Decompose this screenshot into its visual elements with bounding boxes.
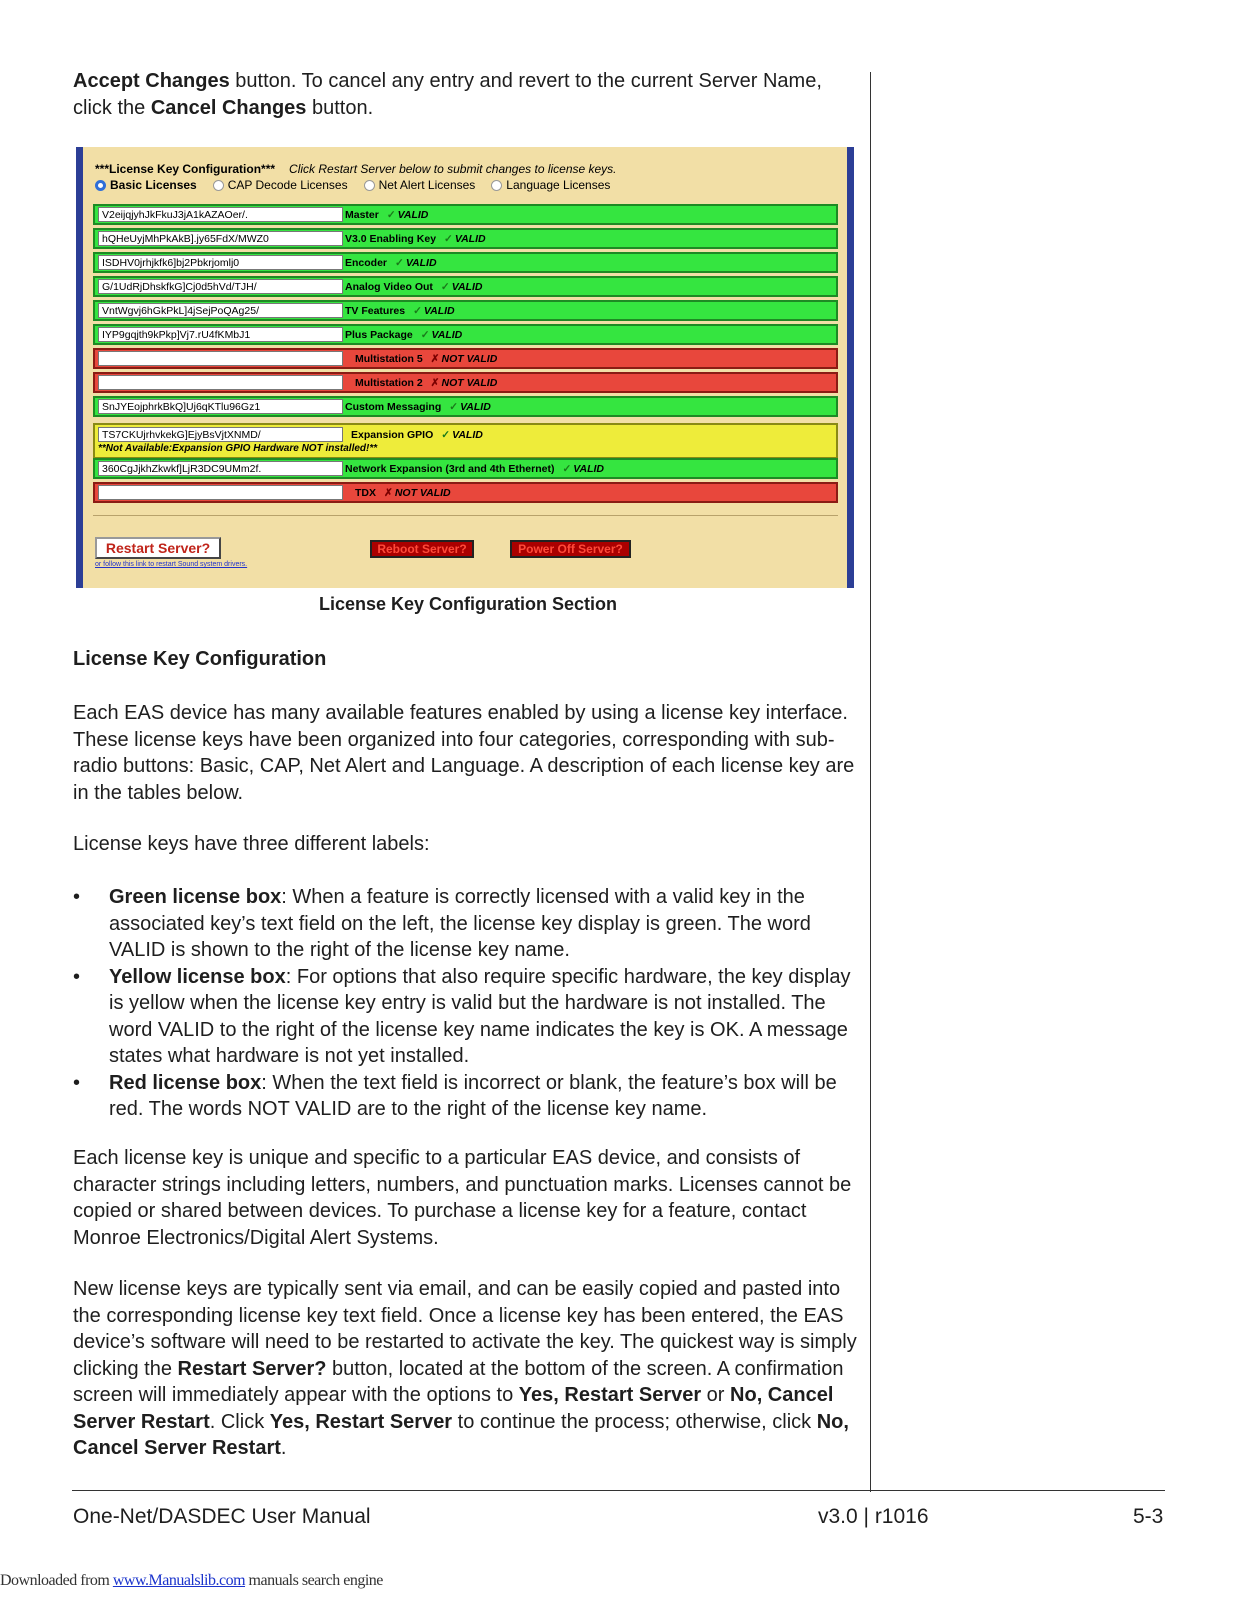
license-key-input[interactable] xyxy=(98,351,343,366)
license-config-header xyxy=(95,162,617,176)
bullet-red-text: : When the text field is incorrect or blank, the feature’s box will be red. The words NOT VALID are to the right of the license key name. xyxy=(109,1071,837,1120)
license-status xyxy=(421,329,463,341)
license-key-input[interactable]: 360CgJjkhZkwkf]LjR3DC9UMm2f. xyxy=(98,461,343,476)
bullet-red-term: Red license box xyxy=(109,1071,262,1094)
license-row-expansion-gpio xyxy=(93,423,838,459)
license-status-text: VALID xyxy=(431,328,463,341)
license-key-input[interactable]: ISDHV0jrhjkfk6]bj2Pbkrjomlj0 xyxy=(98,255,343,270)
para1-text: Each EAS device has many available features enabled by using a license key interface. These license keys have been organized into four categories, corresponding with sub-radio buttons: Basic, CAP, Net Alert and Language. A description of each license key are in the tables below. xyxy=(73,702,855,804)
license-row-analog-video-out xyxy=(93,276,838,297)
para4-t3: or xyxy=(701,1384,731,1406)
list-item-yellow xyxy=(73,964,863,1070)
radio-label: Basic Licenses xyxy=(110,178,197,192)
license-feature-name: Plus Package xyxy=(345,328,413,341)
license-status-text: VALID xyxy=(454,232,486,245)
intro-paragraph xyxy=(73,68,863,121)
license-feature-name: Multistation 2 xyxy=(355,376,423,389)
radio-cap-decode-licenses[interactable] xyxy=(213,178,348,192)
license-feature-name: Master xyxy=(345,208,379,221)
radio-net-alert-licenses[interactable] xyxy=(364,178,476,192)
license-status xyxy=(387,209,429,221)
list-item-red xyxy=(73,1070,863,1123)
manualslib-link[interactable]: www.Manualslib.com xyxy=(112,1572,246,1589)
license-status xyxy=(562,463,604,475)
para4-b4: Yes, Restart Server xyxy=(269,1410,453,1433)
license-row-plus-package xyxy=(93,324,838,345)
intro-text-2: button. xyxy=(306,96,374,119)
license-config-hint: Click Restart Server below to submit changes to license keys. xyxy=(289,162,617,176)
hardware-warning: **Not Available:Expansion GPIO Hardware NOT installed!** xyxy=(98,443,378,454)
license-status xyxy=(431,353,498,365)
license-status-text: VALID xyxy=(460,400,491,413)
radio-button-icon xyxy=(364,180,375,191)
check-icon: ✓ xyxy=(420,328,430,341)
license-row-tv-features xyxy=(93,300,838,321)
para4-b1: Restart Server? xyxy=(177,1357,327,1380)
power-off-server-button[interactable]: Power Off Server? xyxy=(510,540,631,558)
x-icon: ✗ xyxy=(430,376,440,389)
radio-language-licenses[interactable] xyxy=(491,178,610,192)
license-status-text: VALID xyxy=(423,304,455,317)
license-key-input[interactable]: hQHeUyjMhPkAkB].jy65FdX/MWZ0 xyxy=(98,231,343,246)
license-status xyxy=(444,233,486,245)
license-feature-name: V3.0 Enabling Key xyxy=(345,232,437,245)
download-suffix: manuals search engine xyxy=(245,1572,383,1589)
radio-label: CAP Decode Licenses xyxy=(227,178,348,192)
intro-text-1: button. To cancel any entry and revert to the current Server Name, click the xyxy=(73,70,822,119)
license-key-input[interactable]: VntWgvj6hGkPkL]4jSejPoQAg25/ xyxy=(98,303,343,318)
license-category-radios xyxy=(95,178,626,192)
section-heading: License Key Configuration xyxy=(73,648,327,670)
cancel-changes-ref: Cancel Changes xyxy=(150,96,307,119)
footer-page-number: 5-3 xyxy=(1133,1505,1164,1528)
license-status xyxy=(395,257,437,269)
license-row-multistation-5 xyxy=(93,348,838,369)
paragraph-2 xyxy=(73,831,863,858)
para4-t2: button, located at the bottom of the screen. A confirmation screen will immediately appear with the options to xyxy=(73,1357,844,1406)
bullet-green-term: Green license box xyxy=(109,886,282,908)
x-icon: ✗ xyxy=(430,352,440,365)
footer-version: v3.0 | r1016 xyxy=(818,1505,929,1528)
list-item-green xyxy=(73,884,863,964)
label-bullet-list xyxy=(73,884,863,1123)
license-feature-name: TV Features xyxy=(345,304,406,317)
para4-t4: . Click xyxy=(209,1410,270,1433)
vertical-rule xyxy=(870,72,871,1492)
check-icon: ✓ xyxy=(395,256,404,269)
x-icon: ✗ xyxy=(384,486,393,499)
check-icon: ✓ xyxy=(386,208,396,221)
download-prefix: Downloaded from xyxy=(0,1572,113,1589)
restart-server-button[interactable]: Restart Server? xyxy=(95,537,221,559)
license-feature-name: TDX xyxy=(355,486,376,499)
license-status xyxy=(441,281,483,293)
license-feature-name: Encoder xyxy=(345,256,388,269)
license-row-multistation-2 xyxy=(93,372,838,393)
para4-b5: No, Cancel Server Restart xyxy=(73,1410,849,1459)
license-status xyxy=(431,377,498,389)
check-icon: ✓ xyxy=(562,462,572,475)
license-status-text: NOT VALID xyxy=(394,486,451,499)
license-status-text: NOT VALID xyxy=(441,376,498,389)
license-status-text: VALID xyxy=(452,429,483,441)
para2-text: License keys have three different labels: xyxy=(73,833,430,855)
license-feature-name: Expansion GPIO xyxy=(351,429,434,441)
license-feature-name: Network Expansion (3rd and 4th Ethernet) xyxy=(345,462,555,475)
check-icon: ✓ xyxy=(440,280,450,293)
license-config-title: ***License Key Configuration*** xyxy=(95,162,276,176)
radio-basic-licenses[interactable] xyxy=(95,178,197,192)
bullet-yellow-term: Yellow license box xyxy=(109,965,286,988)
reboot-server-button[interactable]: Reboot Server? xyxy=(370,540,474,558)
figure-caption: License Key Configuration Section xyxy=(318,594,618,614)
license-feature-name: Custom Messaging xyxy=(345,400,442,413)
license-status xyxy=(384,487,451,499)
para4-t5: to continue the process; otherwise, click xyxy=(452,1410,817,1433)
para3-text: Each license key is unique and specific to a particular EAS device, and consists of character strings including letters, numbers, and punctuation marks. Licenses cannot be copied or shared between devices. To purchase a license key for a feature, contact Monroe Electronics/Digital Alert Systems. xyxy=(73,1147,852,1249)
license-status-text: NOT VALID xyxy=(441,352,498,365)
footer-manual-title: One-Net/DASDEC User Manual xyxy=(73,1505,371,1528)
license-row-custom-messaging xyxy=(93,396,838,417)
check-icon: ✓ xyxy=(449,400,459,413)
radio-label: Language Licenses xyxy=(506,178,611,192)
paragraph-4 xyxy=(73,1276,863,1462)
divider xyxy=(93,515,838,516)
para4-t1: New license keys are typically sent via email, and can be easily copied and pasted into the corresponding license key text field. Once a license key has been entered, the EAS device’s software will need to be restarted to activate the key. The quickest way is simply clicking the xyxy=(73,1278,857,1380)
check-icon: ✓ xyxy=(444,232,453,245)
bullet-yellow-text: : For options that also require specific hardware, the key display is yellow when the license key entry is valid but the hardware is not installed. The word VALID to the right of the license key name indicates the key is OK. A message states what hardware is not yet installed. xyxy=(109,965,851,1067)
license-key-input[interactable]: G/1UdRjDhskfkG]Cj0d5hVd/TJH/ xyxy=(98,279,343,294)
license-row-master xyxy=(93,204,838,225)
footer-rule xyxy=(72,1490,1165,1491)
radio-button-icon xyxy=(213,180,224,191)
license-row-network-expansion-3rd-and-4th-ethernet- xyxy=(93,458,838,479)
radio-button-icon xyxy=(95,180,106,191)
radio-label: Net Alert Licenses xyxy=(378,178,476,192)
check-icon: ✓ xyxy=(413,304,422,317)
license-key-input[interactable]: TS7CKUjrhvkekG]EjyBsVjtXNMD/ xyxy=(98,427,343,442)
license-row-v3-0-enabling-key xyxy=(93,228,838,249)
license-key-screenshot xyxy=(76,147,854,588)
license-key-input[interactable]: V2eijqjyhJkFkuJ3jA1kAZAOer/. xyxy=(98,207,343,222)
license-status-text: VALID xyxy=(451,280,483,293)
check-icon: ✓ xyxy=(441,429,451,441)
license-feature-name: Analog Video Out xyxy=(345,280,433,293)
paragraph-3 xyxy=(73,1145,863,1251)
accept-changes-ref: Accept Changes xyxy=(73,70,230,92)
radio-button-icon xyxy=(491,180,502,191)
license-row-tdx xyxy=(93,482,838,503)
para4-b3: No, Cancel Server Restart xyxy=(73,1384,834,1433)
license-status xyxy=(413,305,455,317)
para4-b2: Yes, Restart Server xyxy=(518,1384,702,1406)
paragraph-1 xyxy=(73,700,863,806)
license-feature-name: Multistation 5 xyxy=(355,352,423,365)
license-key-input[interactable] xyxy=(98,375,343,390)
license-status xyxy=(449,401,491,413)
license-row-encoder xyxy=(93,252,838,273)
download-banner xyxy=(0,1572,383,1590)
license-key-input[interactable]: SnJYEojphrkBkQ]Uj6qKTlu96Gz1 xyxy=(98,399,343,414)
bullet-green-text: : When a feature is correctly licensed with a valid key in the associated key’s text field on the left, the license key display is green. The word VALID is shown to the right of the license key name. xyxy=(109,886,811,961)
license-status-text: VALID xyxy=(405,256,437,269)
restart-sound-drivers-link[interactable]: or follow this link to restart Sound system drivers. xyxy=(95,561,248,568)
license-key-input[interactable]: IYP9gqjth9kPkp]Vj7.rU4fKMbJ1 xyxy=(98,327,343,342)
license-key-input[interactable] xyxy=(98,485,343,500)
license-status-text: VALID xyxy=(397,208,429,221)
license-status xyxy=(441,429,483,441)
para4-t6: . xyxy=(280,1437,287,1459)
license-status-text: VALID xyxy=(573,462,604,475)
